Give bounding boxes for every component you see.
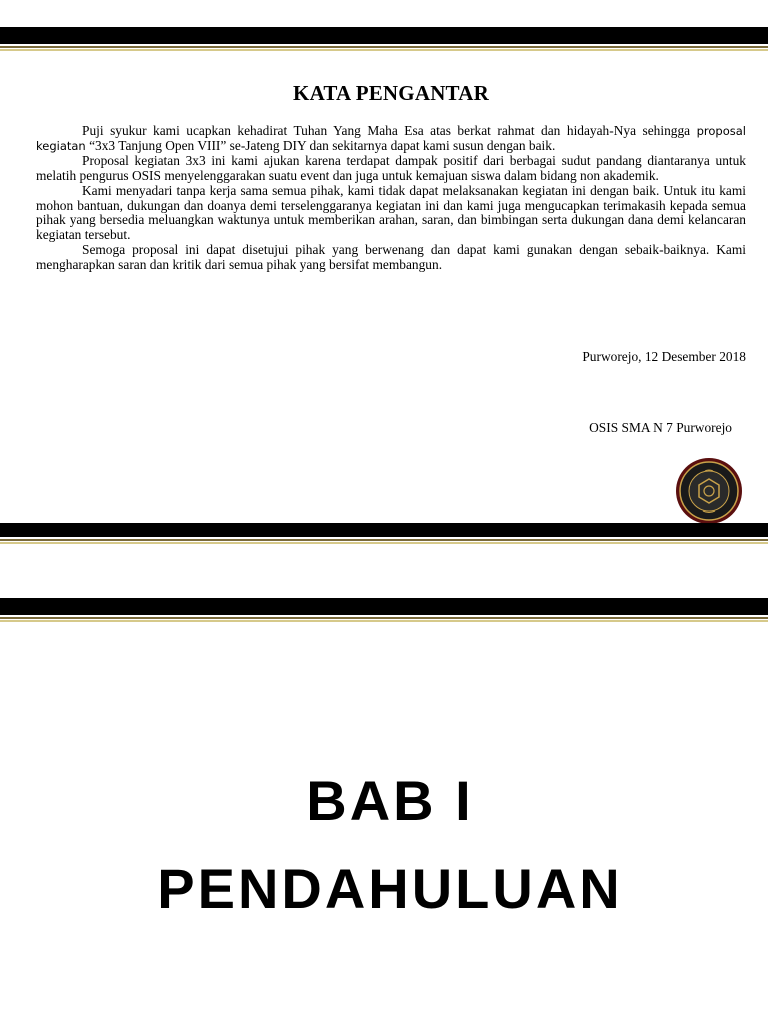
top-border-gold-line [0,620,768,622]
paragraph-3: Kami menyadari tanpa kerja sama semua pihak, kami tidak dapat melaksanakan kegiatan ini dengan baik. Untuk itu kami mohon bantuan, dukungan dan doanya demi terselenggaranya kegiatan ini dan kami juga mengucapkan terimakasih kepada semua pihak yang bersedia meluangkan waktunya untuk memberikan arahan, saran, dan bimbingan serta dukungan dana demi kelancaran kegiatan tersebut. [36,182,746,243]
chapter-number: BAB I [306,769,474,832]
paragraph-2: Proposal kegiatan 3x3 ini kami ajukan karena terdapat dampak positif dari berbagai sudut pandang diantaranya untuk melatih pengurus OSIS menyelenggarakan suatu event dan juga untuk kemajuan siswa dalam bidang non akademik. [36,152,746,183]
chapter-title: PENDAHULUAN [157,857,623,920]
paragraph-1-mono-phrase: proposal kegiatan [36,124,746,153]
paragraph-1-end: “3x3 Tanjung Open VIII” se-Jateng DIY dan sekitarnya dapat kami susun dengan baik. [85,137,556,153]
top-border-line [0,46,768,48]
paragraph-1-start: Puji syukur kami ucapkan kehadirat Tuhan Yang Maha Esa atas berkat rahmat dan hidayah-Nya sehingga [82,123,697,138]
bottom-border-black [0,523,768,537]
bottom-border-gold-line [0,542,768,544]
body-text [36,124,746,273]
bottom-border-line [0,539,768,541]
paragraph-1 [36,124,746,154]
signer-name: OSIS SMA N 7 Purworejo [589,420,732,435]
page-bab-1 [0,590,768,1024]
top-border-gold-line [0,49,768,51]
top-border-black [0,598,768,615]
page-title: KATA PENGANTAR [293,81,489,105]
paragraph-4: Semoga proposal ini dapat disetujui pihak yang berwenang dan dapat kami gunakan dengan sebaik-baiknya. Kami mengharapkan saran dan kritik dari semua pihak yang bersifat membangun. [36,242,746,273]
date-line: Purworejo, 12 Desember 2018 [582,349,746,364]
top-border-line [0,617,768,619]
osis-seal-logo [675,457,743,525]
top-border-black [0,27,768,44]
